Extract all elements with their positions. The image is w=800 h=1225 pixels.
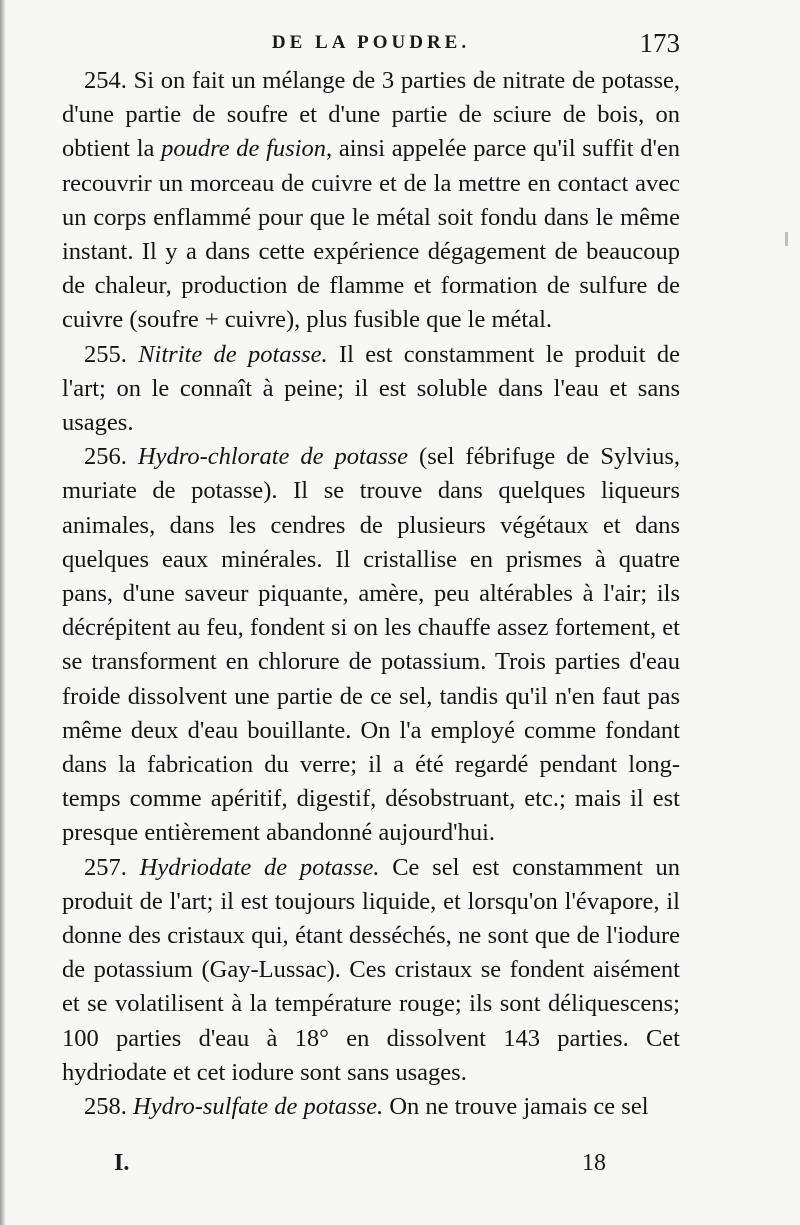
paragraph-255 [62,338,680,441]
paragraph-258 [62,1090,680,1124]
page-edge-mark [785,232,788,246]
page-number: 173 [639,28,680,58]
paragraph-term: Nitrite de potasse. [138,340,328,368]
paragraph-number: 257. [84,853,127,881]
paragraph-text: Ce sel est constamment un produit de l'art; il est toujours liquide, et lorsqu'on l'évapore, il donne des cristaux qui, étant desséchés, ne sont que de l'iodure de potassium (Gay-Lussac). Ces cristaux se fondent aisément et se volatilisent à la température rouge; ils sont déliquescens; 100 parties d'eau à 18° en dissolvent 143 parties. Cet hydriodate et cet iodure sont sans usages. [62,853,680,1086]
paragraph-254 [62,64,680,338]
paragraph-text: Si on fait un mélange de 3 parties de nitrate de potasse, d'une partie de soufre et d'une partie de sciure de bois, on obtient la [62,67,681,163]
paragraph-257 [62,851,680,1090]
paragraph-term: Hydriodate de potasse. [139,853,380,881]
paragraph-text: (sel fébrifuge de Sylvius, muriate de potasse). Il se trouve dans quelques liqueurs animales, dans les cendres de plusieurs végétaux et dans quelques eaux minérales. Il cristallise en prismes à quatre pans, d'une saveur piquante, amère, peu altérables à l'air; ils décrépitent au feu, fondent si on les chauffe assez fortement, et se transforment en chlorure de potassium. Trois parties d'eau froide dissolvent une partie de ce sel, tandis qu'il n'en faut pas même deux d'eau bouillante. On l'a employé comme fondant dans la fabrication du verre; il a été regardé pendant long-temps comme apéritif, digestif, désobstruant, etc.; mais il est presque entièrement abandonné aujourd'hui. [62,443,681,847]
body-text [62,64,680,1124]
paragraph-term: Hydro-sulfate de potasse. [133,1093,384,1121]
running-title: DE LA POUDRE. [271,32,471,53]
paragraph-text: , ainsi appelée parce qu'il suffit d'en recouvrir un morceau de cuivre et de la mettre en contact avec un corps enflammé pour que le métal soit fondu dans le même instant. Il y a dans cette expérience dégagement de beaucoup de chaleur, production de flamme et formation de sulfure de cuivre (soufre + cuivre), plus fusible que le métal. [62,135,680,334]
paragraph-number: 258. [84,1093,127,1121]
paragraph-256 [62,440,680,850]
paragraph-number: 255. [84,340,127,368]
paragraph-number: 254. [84,67,127,94]
paragraph-term: Hydro-chlorate de potasse [137,443,409,471]
signature-mark: I. [114,1150,130,1176]
paragraph-italic: poudre de fusion [161,135,327,163]
sheet-number: 18 [582,1150,606,1176]
page-footer [62,1150,680,1190]
paragraph-text: Il est constamment le produit de l'art; on le connaît à peine; il est soluble dans l'eau et sans usages. [62,340,681,437]
paragraph-number: 256. [84,443,127,471]
running-head [62,28,680,62]
paragraph-text: On ne trouve jamais ce sel [389,1093,649,1121]
